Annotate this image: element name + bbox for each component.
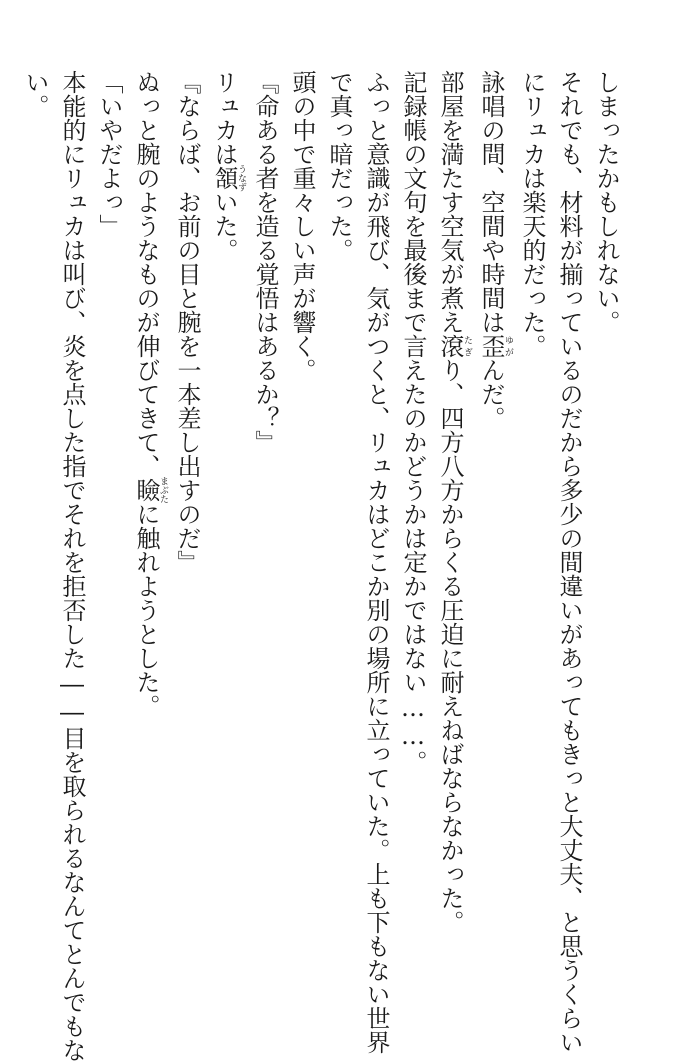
text-line xyxy=(431,70,472,960)
ruby-base: 歪 xyxy=(477,334,505,358)
text-line: 本能的にリュカは叫び、炎を点した指でそれを拒否した――目を取られるなんてとんでもな xyxy=(58,70,86,1062)
ruby-reading: うなず xyxy=(236,164,246,192)
text-line xyxy=(472,70,513,960)
text-segment: リュカは xyxy=(210,70,238,166)
text-line xyxy=(127,70,168,960)
text-line: それでも、材料が揃っているのだから多少の間違いがあってもきっと大丈夫、と思うくらい xyxy=(555,70,583,1054)
text-line: 「いやだよっ」 xyxy=(95,70,123,238)
ruby-word xyxy=(436,334,472,358)
ruby-base: 瞼 xyxy=(132,476,160,504)
text-segment: に触れようとした。 xyxy=(132,502,160,718)
text-segment: 詠唱の間、空間や時間は xyxy=(477,70,505,334)
text-line: 頭の中で重々しい声が響く。 xyxy=(288,70,316,382)
ruby-word xyxy=(477,334,513,358)
text-line: 記録帳の文句を最後まで言えたのかどうかは定かではない……。 xyxy=(399,70,427,774)
ruby-reading: ゆが xyxy=(503,334,513,358)
vertical-text-block xyxy=(16,70,624,1062)
ruby-reading: まぶた xyxy=(158,476,168,504)
text-line: い。 xyxy=(21,70,49,118)
text-line: で真っ暗だった。 xyxy=(325,70,353,262)
ruby-word xyxy=(132,476,168,504)
text-segment: り、四方八方からくる圧迫に耐えねばならなかった。 xyxy=(436,358,464,934)
text-line xyxy=(205,70,246,960)
text-segment: ぬっと腕のようなものが伸びてきて、 xyxy=(132,70,160,478)
text-segment: んだ。 xyxy=(477,358,505,430)
ruby-base: 頷 xyxy=(210,164,238,192)
text-segment: いた。 xyxy=(210,190,238,262)
text-line: 『ならば、お前の目と腕を一本差し出すのだ』 xyxy=(173,70,201,574)
text-line: 『命ある者を造る覚悟はあるか？』 xyxy=(251,70,279,454)
text-line: にリュカは楽天的だった。 xyxy=(518,70,546,358)
text-line: ふっと意識が飛び、気がつくと、リュカはどこか別の場所に立っていた。上も下もない世界 xyxy=(362,70,390,1054)
ruby-word xyxy=(210,164,246,192)
ruby-reading: たぎ xyxy=(462,334,472,358)
text-line: しまったかもしれない。 xyxy=(592,70,620,334)
ruby-base: 滾 xyxy=(436,334,464,358)
text-segment: 部屋を満たす空気が煮え xyxy=(436,70,464,334)
